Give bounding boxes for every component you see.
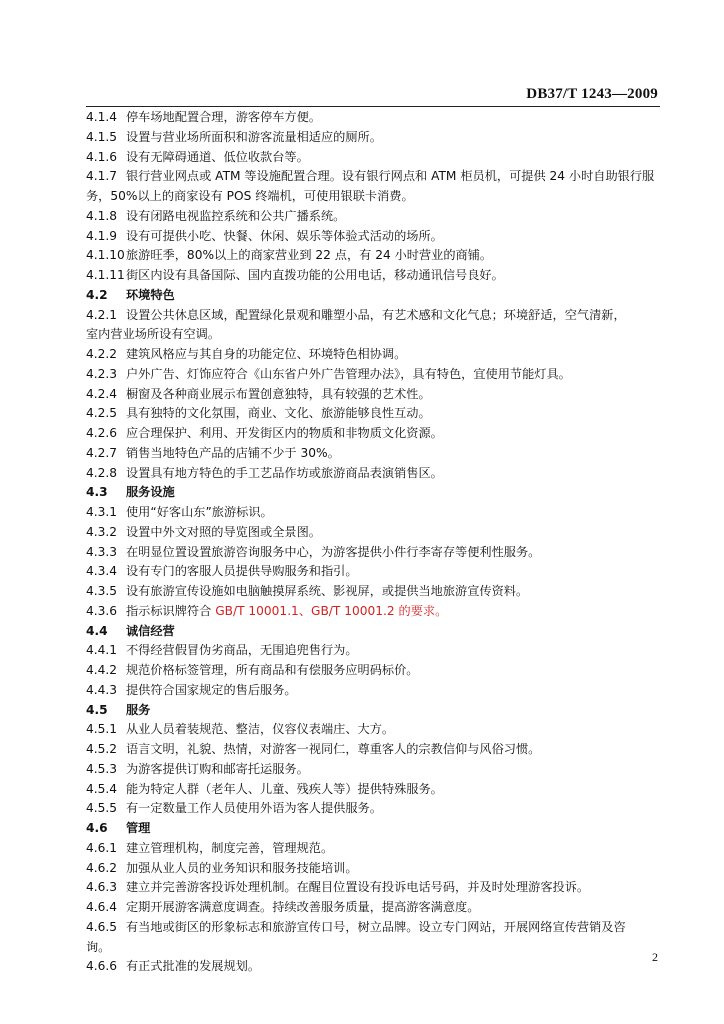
page-number: 2 [652,950,658,964]
clause-number: 4.3.1 [86,505,118,519]
clause-text: 设有无障碍通道、低位收款台等。 [126,149,309,164]
clause-text: 定期开展游客满意度调查。持续改善服务质量，提高游客满意度。 [126,900,480,914]
clause-text: 指示标识牌符合 [126,603,216,618]
clause-number: 4.2.3 [86,366,118,381]
clause-number: 4.3 [86,485,108,500]
header-rule [86,106,660,107]
clause-number: 4.6.6 [86,959,118,974]
clause-number: 4.1.8 [86,208,118,223]
clause-line [86,444,660,464]
clause-text: 旅游旺季，80%以上的商家营业到 22 点，有 24 小时营业的商铺。 [126,248,493,263]
clause-line [86,780,660,800]
clause-line [86,464,660,484]
clause-line [86,602,660,622]
clause-line [86,128,660,148]
clause-text: 橱窗及各种商业展示布置创意独特，具有较强的艺术性。 [126,386,431,401]
document-body [86,108,660,977]
clause-number: 4.4.1 [86,643,118,658]
clause-line [86,562,660,582]
clause-line [86,859,660,879]
clause-line [86,799,660,819]
clause-number: 4.6.2 [86,860,118,875]
clause-line [86,148,660,168]
clause-number: 4.1.5 [86,129,118,144]
clause-number: 4.1.10 [86,248,125,263]
clause-text: 设置与营业场所面积和游客流量相适应的厕所。 [126,129,382,144]
clause-number: 4.6.3 [86,880,118,895]
clause-line [86,957,660,977]
paragraph-continuation: 室内营业场所设有空调。 [86,327,221,342]
clause-text: 户外广告、灯饰应符合《山东省户外广告管理办法》，具有特色，宜使用节能灯具。 [126,366,571,381]
clause-number: 4.5.3 [86,761,118,776]
clause-line [86,503,660,523]
clause-number: 4.2.2 [86,347,118,361]
clause-number: 4.5.4 [86,781,118,796]
clause-line [86,345,660,365]
paragraph-continuation: 务，50%以上的商家设有 POS 终端机，可使用银联卡消费。 [86,189,414,203]
clause-text: 从业人员着装规范、整洁，仪容仪表端庄、大方。 [126,722,395,737]
clause-number: 4.3.5 [86,584,118,598]
clause-text: 建立管理机构，制度完善，管理规范。 [126,840,334,855]
clause-number: 4.1.6 [86,149,118,164]
clause-text: 设置具有地方特色的手工艺品作坊或旅游商品表演销售区。 [126,465,443,480]
clause-number: 4.1.11 [86,268,125,282]
paragraph-continuation: 询。 [86,939,111,954]
clause-number: 4.3.3 [86,544,118,559]
clause-text: 语言文明，礼貌、热情，对游客一视同仁，尊重客人的宗教信仰与风俗习惯。 [126,742,541,756]
clause-line [86,641,660,661]
clause-line [86,246,660,266]
clause-number: 4.5.5 [86,801,118,816]
clause-line [86,543,660,563]
clause-line [86,404,660,424]
clause-number: 4.3.4 [86,564,118,579]
section-heading [86,819,660,839]
clause-line [86,878,660,898]
clause-line [86,661,660,681]
clause-number: 4.6 [86,821,108,835]
clause-text: 停车场地配置合理，游客停车方便。 [126,110,321,124]
clause-text: 管理 [126,821,151,835]
clause-line [86,207,660,227]
clause-line [86,365,660,385]
clause-text: 设置公共休息区域，配置绿化景观和雕塑小品，有艺术感和文化气息；环境舒适，空气清新， [126,307,626,322]
clause-text: 设有专门的客服人员提供导购服务和指引。 [126,564,358,579]
clause-line [86,108,660,128]
clause-line [86,424,660,444]
clause-line [86,523,660,543]
clause-text: 建立并完善游客投诉处理机制。在醒目位置设有投诉电话号码，并及时处理游客投诉。 [126,880,590,895]
clause-line [86,266,660,286]
section-heading [86,286,660,306]
clause-text: 设置中外文对照的导览图或全景图。 [126,524,321,539]
clause-number: 4.3.6 [86,603,118,618]
clause-line [86,306,660,326]
clause-line [86,720,660,740]
clause-number: 4.3.2 [86,524,118,539]
clause-text: 有当地或街区的形象标志和旅游宣传口号，树立品牌。设立专门网站，开展网络宣传营销及咨 [126,919,626,934]
clause-text: 应合理保护、利用、开发街区内的物质和非物质文化资源。 [126,426,443,440]
section-heading [86,483,660,503]
clause-line [86,681,660,701]
clause-number: 4.4 [86,623,108,638]
section-heading [86,622,660,642]
clause-number: 4.2.4 [86,386,118,401]
clause-number: 4.4.2 [86,663,118,677]
clause-line [86,582,660,602]
clause-number: 4.1.7 [86,169,118,184]
clause-line [86,839,660,859]
clause-line [86,227,660,247]
clause-text: 服务 [126,702,151,717]
clause-line [86,385,660,405]
clause-text: 建筑风格应与其自身的功能定位、环境特色相协调。 [126,347,407,361]
clause-text: 为游客提供订购和邮寄托运服务。 [126,761,309,776]
clause-number: 4.2.1 [86,307,118,322]
clause-text: 设有闭路电视监控系统和公共广播系统。 [126,208,346,223]
clause-text: 有正式批准的发展规划。 [126,959,261,974]
clause-number: 4.2.6 [86,426,118,440]
clause-number: 4.1.9 [86,228,118,243]
clause-text: 销售当地特色产品的店铺不少于 30%。 [126,445,340,460]
clause-text: 能为特定人群（老年人、儿童、残疾人等）提供特殊服务。 [126,781,443,796]
clause-line [86,740,660,760]
clause-number: 4.6.1 [86,840,118,855]
clause-text: 具有独特的文化氛围，商业、文化、旅游能够良性互动。 [126,406,431,421]
clause-number: 4.2 [86,287,108,302]
clause-text: 银行营业网点或 ATM 等设施配置合理。设有银行网点和 ATM 柜员机，可提供 24 小时自助银行服 [126,169,655,184]
clause-number: 4.6.5 [86,919,118,934]
clause-line [86,898,660,918]
clause-text: 使用“好客山东”旅游标识。 [126,505,273,519]
clause-number: 4.1.4 [86,110,118,124]
clause-number: 4.5 [86,702,108,717]
clause-text: 不得经营假冒伪劣商品，无围追兜售行为。 [126,643,358,658]
clause-line [86,760,660,780]
clause-text: 设有旅游宣传设施如电脑触摸屏系统、影视屏，或提供当地旅游宣传资料。 [126,584,529,598]
clause-line [86,918,660,938]
clause-text: 规范价格标签管理，所有商品和有偿服务应明码标价。 [126,663,419,677]
clause-number: 4.2.8 [86,465,118,480]
clause-number: 4.4.3 [86,682,118,697]
clause-number: 4.2.7 [86,445,118,460]
document-code: DB37/T 1243—2009 [526,86,658,102]
standard-reference: GB/T 10001.1、GB/T 10001.2 的要求。 [215,603,448,618]
clause-number: 4.5.1 [86,722,118,737]
clause-text: 环境特色 [126,287,175,302]
clause-text: 设有可提供小吃、快餐、休闲、娱乐等体验式活动的场所。 [126,228,443,243]
clause-text: 街区内设有具备国际、国内直拨功能的公用电话，移动通讯信号良好。 [126,268,504,282]
clause-text: 有一定数量工作人员使用外语为客人提供服务。 [126,801,382,816]
clause-number: 4.2.5 [86,406,118,421]
section-heading [86,701,660,721]
clause-text: 服务设施 [126,485,175,500]
clause-text: 加强从业人员的业务知识和服务技能培训。 [126,860,358,875]
clause-text: 在明显位置设置旅游咨询服务中心，为游客提供小件行李寄存等便利性服务。 [126,544,541,559]
clause-text: 提供符合国家规定的售后服务。 [126,682,297,697]
clause-number: 4.6.4 [86,900,118,914]
clause-number: 4.5.2 [86,742,118,756]
clause-text: 诚信经营 [126,623,175,638]
clause-line [86,167,660,187]
